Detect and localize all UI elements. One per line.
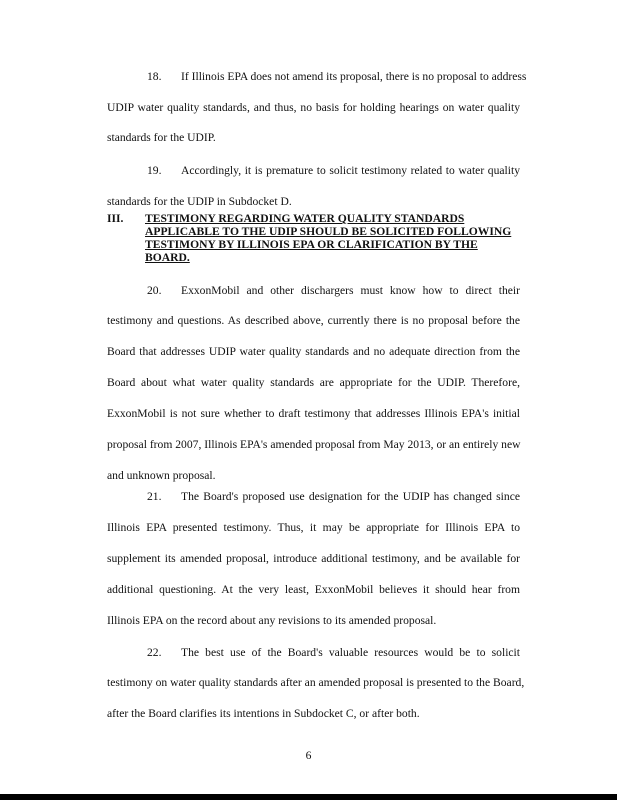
paragraph-line: standards for the UDIP in Subdocket D. [107, 195, 292, 208]
heading-line: TESTIMONY BY ILLINOIS EPA OR CLARIFICATION BY THE [145, 238, 478, 251]
paragraph-line: Board that addresses UDIP water quality standards and no adequate direction from the [107, 345, 520, 358]
paragraph-line: supplement its amended proposal, introduce additional testimony, and be available for [107, 552, 520, 565]
paragraph-text: The Board's proposed use designation for the UDIP has changed since [181, 490, 520, 503]
heading-line: TESTIMONY REGARDING WATER QUALITY STANDARDS [145, 212, 465, 225]
paragraph-line: proposal from 2007, Illinois EPA's amended proposal from May 2013, or an entirely new [107, 438, 521, 451]
paragraph-line: Illinois EPA presented testimony. Thus, it may be appropriate for Illinois EPA to [107, 521, 520, 534]
paragraph-line: standards for the UDIP. [107, 131, 216, 144]
paragraph-number: 22. [147, 646, 162, 659]
paragraph-line [147, 646, 520, 660]
paragraph-text: The best use of the Board's valuable resources would be to solicit [181, 646, 520, 659]
page-number: 6 [305, 749, 312, 762]
paragraph-number: 21. [147, 490, 162, 503]
bottom-border [0, 794, 617, 800]
paragraph-line: testimony on water quality standards after an amended proposal is presented to the Board, [107, 676, 525, 689]
paragraph-line: Board about what water quality standards are appropriate for the UDIP. Therefore, [107, 376, 520, 389]
paragraph-text: ExxonMobil and other dischargers must know how to direct their [181, 284, 520, 297]
heading-line: BOARD. [145, 251, 190, 264]
paragraph-line [147, 70, 527, 84]
paragraph-line [147, 164, 520, 178]
paragraph-text: Accordingly, it is premature to solicit testimony related to water quality [181, 164, 520, 177]
paragraph-text: If Illinois EPA does not amend its proposal, there is no proposal to address [181, 70, 527, 83]
paragraph-line: after the Board clarifies its intentions in Subdocket C, or after both. [107, 707, 420, 720]
paragraph-number: 18. [147, 70, 162, 83]
paragraph-line: and unknown proposal. [107, 469, 216, 482]
paragraph-line [147, 284, 520, 298]
section-numeral: III. [107, 212, 124, 225]
paragraph-line: ExxonMobil is not sure whether to draft testimony that addresses Illinois EPA's initial [107, 407, 520, 420]
paragraph-line: testimony and questions. As described above, currently there is no proposal before the [107, 314, 520, 327]
paragraph-number: 20. [147, 284, 162, 297]
paragraph-line: UDIP water quality standards, and thus, no basis for holding hearings on water quality [107, 101, 520, 114]
paragraph-line: Illinois EPA on the record about any revisions to its amended proposal. [107, 614, 437, 627]
heading-line: APPLICABLE TO THE UDIP SHOULD BE SOLICITED FOLLOWING [145, 225, 512, 238]
paragraph-line [147, 490, 520, 504]
paragraph-line: additional questioning. At the very least, ExxonMobil believes it should hear from [107, 583, 520, 596]
paragraph-number: 19. [147, 164, 162, 177]
